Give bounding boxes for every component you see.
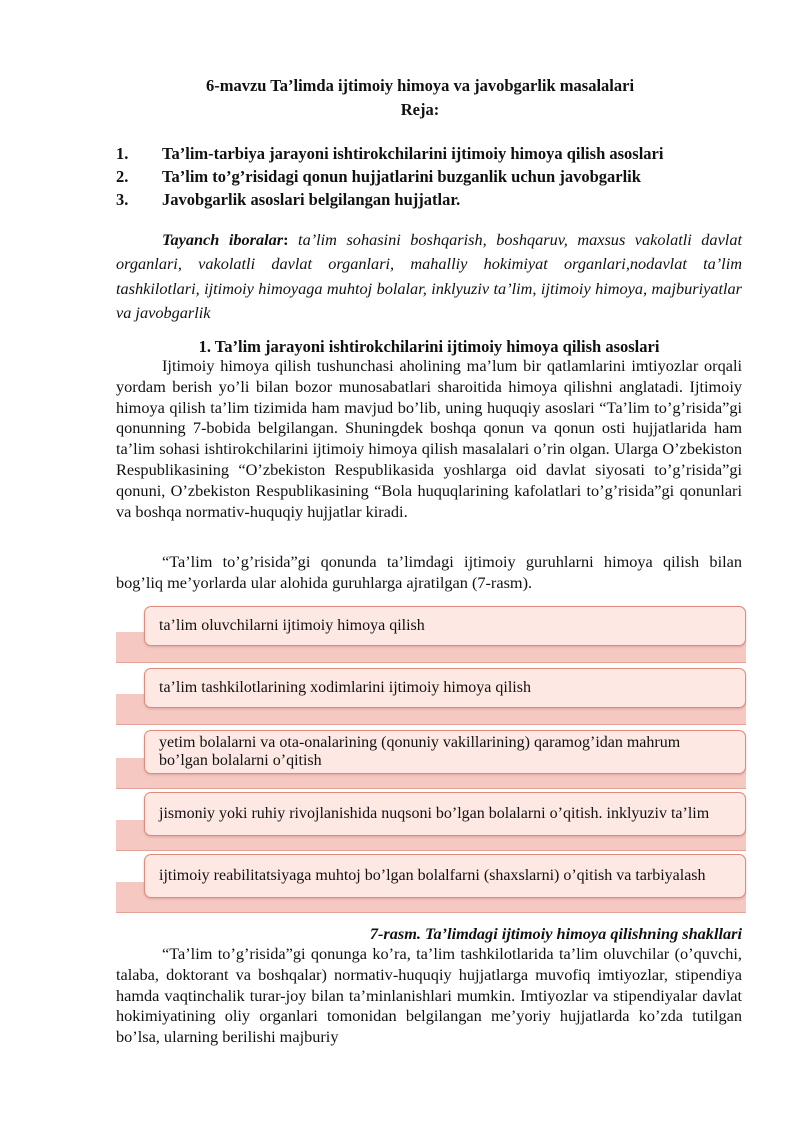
keywords-paragraph xyxy=(116,228,742,325)
keywords-label: Tayanch iboralar xyxy=(162,230,284,249)
diagram-row xyxy=(116,856,746,912)
plan-item-number: 2. xyxy=(116,166,129,186)
figure-caption: 7-rasm. Ta’limdagi ijtimoiy himoya qilishning shakllari xyxy=(369,924,742,943)
plan-item-text: Javobgarlik asoslari belgilangan hujjatlar. xyxy=(162,189,461,209)
keywords-text: ta’lim sohasini boshqarish, boshqaruv, maxsus vakolatli davlat organlari, vakolatli davlat organlari, mahalliy hokimiyat organlari,nodavlat ta’lim tashkilotlari, ijtimoiy himoyaga muhtoj bolalar, inklyuziv ta’lim, ijtimoiy himoya, majburiyatlar va javobgarlik xyxy=(116,230,742,322)
plan-item-text: Ta’lim to’g’risidagi qonun hujjatlarini buzganlik uchun javobgarlik xyxy=(162,166,641,186)
diagram-item: jismoniy yoki ruhiy rivojlanishida nuqsoni bo’lgan bolalarni o’qitish. inklyuziv ta’lim xyxy=(144,792,746,836)
body-paragraph: Ijtimoiy himoya qilish tushunchasi aholining ma’lum bir qatlamlarini imtiyozlar orqali yordam berish yo’li bilan bozor munosabatlari sharoitida himoya qilishni anglatadi. Ijtimoiy himoya qilish ta’lim tizimida ham mavjud bo’lib, uning huquqiy asoslari “Ta’lim to’g’risida”gi qonunning 7-bobida belgilangan. Shuningdek boshqa qonun va qonun osti hujjatlarida ham ta’lim sohasi ishtirokchilarini ijtimoiy himoya qilish masalalari o’rin olgan. Ularga O’zbekiston Respublikasining “O’zbekiston Respublikasida yoshlarga oid davlat siyosati to’g’risida”gi qonuni, O’zbekiston Respublikasining “Bola huquqlarining kafolatlari to’g’risida”gi qonunlari va boshqa normativ-huquqiy hujjatlar kiradi. xyxy=(116,356,742,521)
diagram-item: ta’lim tashkilotlarining xodimlarini ijtimoiy himoya qilish xyxy=(144,668,746,708)
plan-item xyxy=(116,165,756,188)
plan-item xyxy=(116,188,756,211)
section-heading: 1. Ta’lim jarayoni ishtirokchilarini ijtimoiy himoya qilish asoslari xyxy=(198,337,660,356)
diagram-row xyxy=(116,794,746,850)
plan-item-number: 1. xyxy=(116,143,129,163)
diagram-item: ta’lim oluvchilarni ijtimoiy himoya qilish xyxy=(144,606,746,646)
plan-item-number: 3. xyxy=(116,189,129,209)
plan-heading: Reja: xyxy=(400,100,440,119)
keywords-colon: : xyxy=(283,230,289,249)
plan-list xyxy=(116,142,756,211)
diagram-row xyxy=(116,668,746,724)
body-paragraph: “Ta’lim to’g’risida”gi qonunga ko’ra, ta’lim tashkilotlarida ta’lim oluvchilar (o’quvchi, talaba, doktorant va boshqalar) normativ-huquqiy hujjatlarga muvofiq imtiyozlar, stipendiya hamda vaqtinchalik turar-joy bilan ta’minlanishlari mumkin. Imtiyozlar va stipendiyalar davlat hokimiyatining oliy organlari tomonidan belgilangan me’yoriy hujjatlarda ko’zda tutilgan bo’lsa, ularning berilishi majburiy xyxy=(116,944,742,1047)
plan-item-text: Ta’lim-tarbiya jarayoni ishtirokchilarini ijtimoiy himoya qilish asoslari xyxy=(162,143,664,163)
body-paragraph: “Ta’lim to’g’risida”gi qonunda ta’limdagi ijtimoiy guruhlarni himoya qilish bilan bog’liq me’yorlarda ular alohida guruhlarga ajratilgan (7-rasm). xyxy=(116,552,742,592)
diagram-row xyxy=(116,732,746,788)
diagram-item: ijtimoiy reabilitatsiyaga muhtoj bo’lgan bolalfarni (shaxslarni) o’qitish va tarbiyalash xyxy=(144,854,746,898)
document-title: 6-mavzu Ta’limda ijtimoiy himoya va javobgarlik masalalari xyxy=(205,76,635,95)
diagram-row xyxy=(116,606,746,662)
social-protection-diagram xyxy=(116,604,746,914)
diagram-item: yetim bolalarni va ota-onalarining (qonuniy vakillarining) qaramog’idan mahrum bo’lgan bolalarni o’qitish xyxy=(144,730,746,774)
plan-item xyxy=(116,142,756,165)
